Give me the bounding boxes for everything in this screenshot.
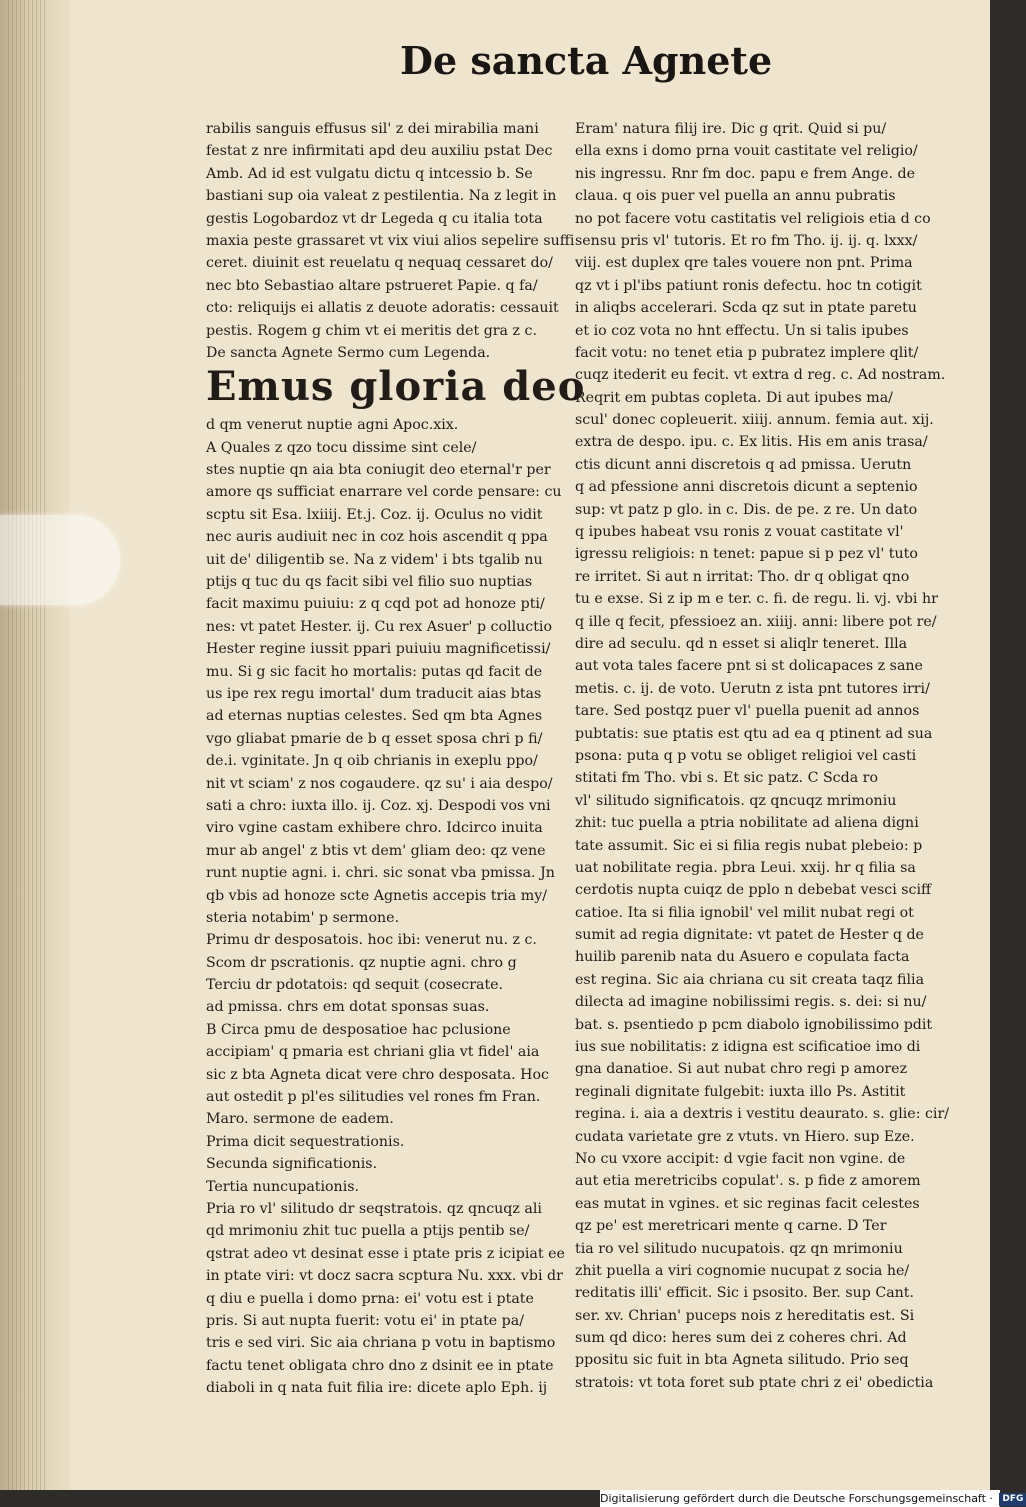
text-line: sup: vt patz p glo. in c. Dis. de pe. z re. Un dato <box>575 501 918 518</box>
text-line: amore qs sufficiat enarrare vel corde pensare: cu <box>206 484 562 501</box>
text-line: sensu pris vl' tutoris. Et ro fm Tho. ij. ij. q. lxxx/ <box>575 232 918 249</box>
text-line: Secunda significationis. <box>206 1156 378 1173</box>
text-line: uit de' diligentib se. Na z videm' i bts tgalib nu <box>206 551 543 568</box>
text-line: de.i. vginitate. Jn q oib chrianis in exeplu ppo/ <box>206 753 538 770</box>
text-line: facit votu: no tenet etia p pubratez implere qlit/ <box>575 344 919 361</box>
text-line: gestis Logobardoz vt dr Legeda q cu italia tota <box>206 210 543 227</box>
text-line: zhit: tuc puella a ptria nobilitate ad aliena digni <box>575 815 919 832</box>
text-line: viro vgine castam exhibere chro. Idcirco inuita <box>206 820 543 837</box>
text-line: factu tenet obligata chro dno z dsinit ee in ptate <box>206 1357 554 1374</box>
text-line: mu. Si g sic facit ho mortalis: putas qd facit de <box>206 663 543 680</box>
text-line: qz pe' est meretricari mente q carne. D Ter <box>575 1218 887 1235</box>
text-line: maxia peste grassaret vt vix viui alios sepelire suffi <box>206 232 575 249</box>
text-line: no pot facere votu castitatis vel religiois etia d co <box>575 210 931 227</box>
text-line: extra de despo. ipu. c. Ex litis. His em anis trasa/ <box>575 434 928 451</box>
text-line: metis. c. ij. de voto. Uerutn z ista pnt tutores irri/ <box>575 680 930 697</box>
text-line: ctis dicunt anni discretois q ad pmissa. Uerutn <box>575 456 912 473</box>
text-line: zhit puella a viri cognomie nucupat z socia he/ <box>575 1262 910 1279</box>
text-line: De sancta Agnete Sermo cum Legenda. <box>206 344 491 361</box>
text-line: gna danatioe. Si aut nubat chro regi p amorez <box>575 1061 908 1078</box>
text-line: q ille q fecit, pfessioez an. xiiij. anni: libere pot re/ <box>575 613 937 630</box>
text-line: ceret. diuinit est reuelatu q nequaq cessaret do/ <box>206 255 553 272</box>
text-line: est regina. Sic aia chriana cu sit creata taqz filia <box>575 971 925 988</box>
text-line: qstrat adeo vt desinat esse i ptate pris z icipiat ee <box>206 1245 565 1262</box>
text-line: cuqz itederit eu fecit. vt extra d reg. c. Ad nostram. <box>575 367 946 384</box>
credit-text: Digitalisierung gefördert durch die Deutsche Forschungsgemeinschaft · <box>600 1492 993 1505</box>
dfg-logo: DFG <box>999 1493 1026 1506</box>
text-line: ad eternas nuptias celestes. Sed qm bta Agnes <box>206 708 543 725</box>
text-line: Maro. sermone de eadem. <box>206 1111 394 1128</box>
text-line: tia ro vel silitudo nucupatois. qz qn mrimoniu <box>575 1240 903 1257</box>
text-line: nes: vt patet Hester. ij. Cu rex Asuer' p colluctio <box>206 618 552 635</box>
text-line: vgo gliabat pmarie de b q esset sposa chri p fi/ <box>206 730 543 747</box>
page-edge-lines <box>8 0 48 1490</box>
text-line: vl' silitudo significatois. qz qncuqz mrimoniu <box>575 792 897 809</box>
text-line: No cu vxore accipit: d vgie facit non vgine. de <box>575 1150 906 1167</box>
text-line: Reqrit em pubtas copleta. Di aut ipubes ma/ <box>575 389 893 406</box>
text-line: Tertia nuncupationis. <box>206 1178 360 1195</box>
text-line: qb vbis ad honoze scte Agnetis accepis tria my/ <box>206 887 548 904</box>
text-line: re irritet. Si aut n irritat: Tho. dr q obligat qno <box>575 568 910 585</box>
text-line: Primu dr desposatois. hoc ibi: venerut nu. z c. <box>206 932 537 949</box>
text-line: tu e exse. Si z ip m e ter. c. fi. de regu. li. vj. vbi hr <box>575 591 938 608</box>
text-line: rabilis sanguis effusus sil' z dei mirabilia mani <box>206 121 539 137</box>
text-line: scptu sit Esa. lxiiij. Et.j. Coz. ij. Oculus no vidit <box>206 506 543 523</box>
text-line: pris. Si aut nupta fuerit: votu ei' in ptate pa/ <box>206 1312 524 1329</box>
text-line: us ipe rex regu imortal' dum traducit aias btas <box>206 685 542 702</box>
text-line: cerdotis nupta cuiqz de pplo n debebat vesci sciff <box>575 882 932 899</box>
text-line: facit maximu puiuiu: z q cqd pot ad honoze pti/ <box>206 596 545 613</box>
text-line: stitati fm Tho. vbi s. Et sic patz. C Scda ro <box>575 770 878 787</box>
text-line: qd mrimoniu zhit tuc puella a ptijs pentib se/ <box>206 1223 530 1240</box>
text-line: et io coz vota no hnt effectu. Un si talis ipubes <box>575 322 909 339</box>
text-line: Emus gloria deo <box>206 363 586 411</box>
text-line: Amb. Ad id est vulgatu dictu q intcessio b. Se <box>206 165 533 182</box>
text-line: uat nobilitate regia. pbra Leui. xxij. hr q filia sa <box>575 859 916 876</box>
bookmark-strip <box>0 515 120 605</box>
running-header: De sancta Agnete <box>400 38 773 83</box>
text-line: sati a chro: iuxta illo. ij. Coz. xj. Despodi vos vni <box>206 797 551 814</box>
text-line: ad pmissa. chrs em dotat sponsas suas. <box>206 999 490 1016</box>
text-line: accipiam' q pmaria est chriani glia vt fidel' aia <box>206 1044 540 1061</box>
left-text-column <box>206 118 586 1399</box>
text-line: nit vt sciam' z nos cogaudere. qz su' i aia despo/ <box>206 775 553 792</box>
text-line: scul' donec copleuerit. xiiij. annum. femia aut. xij. <box>575 412 934 429</box>
text-line: q diu e puella i domo prna: ei' votu est i ptate <box>206 1290 534 1307</box>
text-line: festat z nre infirmitati apd deu auxiliu pstat Dec <box>206 143 553 160</box>
text-line: bastiani sup oia valeat z pestilentia. Na z legit in <box>206 188 557 205</box>
text-line: huilib parenib nata du Asuero e copulata facta <box>575 949 910 966</box>
text-line: catioe. Ita si filia ignobil' vel milit nubat regi ot <box>575 904 914 921</box>
text-line: dire ad seculu. qd n esset si aliqlr teneret. Illa <box>575 635 908 652</box>
text-line: aut vota tales facere pnt si st dolicapaces z sane <box>575 658 923 675</box>
text-line: nis ingressu. Rnr fm doc. papu e frem Ange. de <box>575 165 915 182</box>
text-line: Hester regine iussit ppari puiuiu magnificetissi/ <box>206 641 551 658</box>
text-line: stratois: vt tota foret sub ptate chri z ei' obedictia <box>575 1374 934 1391</box>
text-line: nec auris audiuit nec in coz hois ascendit q ppa <box>206 529 548 546</box>
text-line: cto: reliquijs ei allatis z deuote adoratis: cessauit <box>206 300 559 317</box>
text-line: eas mutat in vgines. et sic reginas facit celestes <box>575 1195 920 1212</box>
text-line: d qm venerut nuptie agni Apoc.xix. <box>206 417 459 434</box>
text-line: ser. xv. Chrian' puceps nois z hereditatis est. Si <box>575 1307 915 1324</box>
text-line: tris e sed viri. Sic aia chriana p votu in baptismo <box>206 1335 556 1352</box>
text-line: qz vt i pl'ibs patiunt ronis defectu. hoc tn cotigit <box>575 277 922 294</box>
text-line: A Quales z qzo tocu dissime sint cele/ <box>206 439 477 456</box>
text-line: Scom dr pscrationis. qz nuptie agni. chro g <box>206 954 517 971</box>
text-line: psona: puta q p votu se obliget religioi vel casti <box>575 747 917 764</box>
text-line: q ad pfessione anni discretois dicunt a septenio <box>575 479 918 496</box>
text-line: ptijs q tuc du qs facit sibi vel filio suo nuptias <box>206 574 533 591</box>
text-line: igressu religiois: n tenet: papue si p pez vl' tuto <box>575 546 918 563</box>
text-line: mur ab angel' z btis vt dem' gliam deo: qz vene <box>206 842 546 859</box>
text-line: Eram' natura filij ire. Dic g qrit. Quid si pu/ <box>575 121 887 137</box>
text-line: in aliqbs accelerari. Scda qz sut in ptate paretu <box>575 300 917 317</box>
text-line: Terciu dr pdotatois: qd sequit (cosecrate. <box>206 977 504 994</box>
text-line: B Circa pmu de desposatioe hac pclusione <box>206 1021 511 1038</box>
text-line: ppositu sic fuit in bta Agneta silitudo. Prio seq <box>575 1352 909 1369</box>
text-line: reginali dignitate fulgebit: iuxta illo Ps. Astitit <box>575 1083 906 1100</box>
right-text-column <box>575 118 950 1394</box>
text-line: sic z bta Agneta dicat vere chro desposata. Hoc <box>206 1066 549 1083</box>
text-line: sum qd dico: heres sum dei z coheres chri. Ad <box>575 1330 907 1347</box>
text-line: runt nuptie agni. i. chri. sic sonat vba pmissa. Jn <box>206 865 555 882</box>
text-line: pestis. Rogem g chim vt ei meritis det gra z c. <box>206 322 537 339</box>
text-line: aut etia meretricibs copulat'. s. p fide z amorem <box>575 1173 921 1190</box>
text-line: ella exns i domo prna vouit castitate vel religio/ <box>575 143 918 160</box>
text-line: pubtatis: sue ptatis est qtu ad ea q ptinent ad sua <box>575 725 933 742</box>
text-line: sumit ad regia dignitate: vt patet de Hester q de <box>575 927 924 944</box>
text-line: viij. est duplex qre tales vouere non pnt. Prima <box>575 255 913 272</box>
text-line: aut ostedit p pl'es silitudies vel rones fm Fran. <box>206 1089 541 1106</box>
text-line: tate assumit. Sic ei si filia regis nubat plebeio: p <box>575 837 923 854</box>
text-line: dilecta ad imagine nobilissimi regis. s. dei: si nu/ <box>575 994 927 1011</box>
text-line: tare. Sed postqz puer vl' puella puenit ad annos <box>575 703 920 720</box>
text-line: ius sue nobilitatis: z idigna est scificatioe imo di <box>575 1039 921 1056</box>
text-line: regina. i. aia a dextris i vestitu deaurato. s. glie: cir/ <box>575 1106 950 1123</box>
text-line: q ipubes habeat vsu ronis z vouat castitate vl' <box>575 524 904 541</box>
text-line: bat. s. psentiedo p pcm diabolo ignobilissimo pdit <box>575 1016 933 1033</box>
text-line: stes nuptie qn aia bta coniugit deo eternal'r per <box>206 462 551 479</box>
text-line: in ptate viri: vt docz sacra scptura Nu. xxx. vbi dr <box>206 1268 563 1285</box>
digitization-credit <box>600 1490 1024 1507</box>
text-line: steria notabim' p sermone. <box>206 909 400 926</box>
text-line: claua. q ois puer vel puella an annu pubratis <box>575 188 896 205</box>
text-line: nec bto Sebastiao altare pstrueret Papie. q fa/ <box>206 277 538 294</box>
text-line: Pria ro vl' silitudo dr seqstratois. qz qncuqz ali <box>206 1200 542 1217</box>
text-line: cudata varietate gre z vtuts. vn Hiero. sup Eze. <box>575 1128 915 1145</box>
text-line: Prima dicit sequestrationis. <box>206 1133 405 1150</box>
text-line: reditatis illi' efficit. Sic i psosito. Ber. sup Cant. <box>575 1285 914 1302</box>
text-line: diaboli in q nata fuit filia ire: dicete aplo Eph. ij <box>206 1380 548 1397</box>
